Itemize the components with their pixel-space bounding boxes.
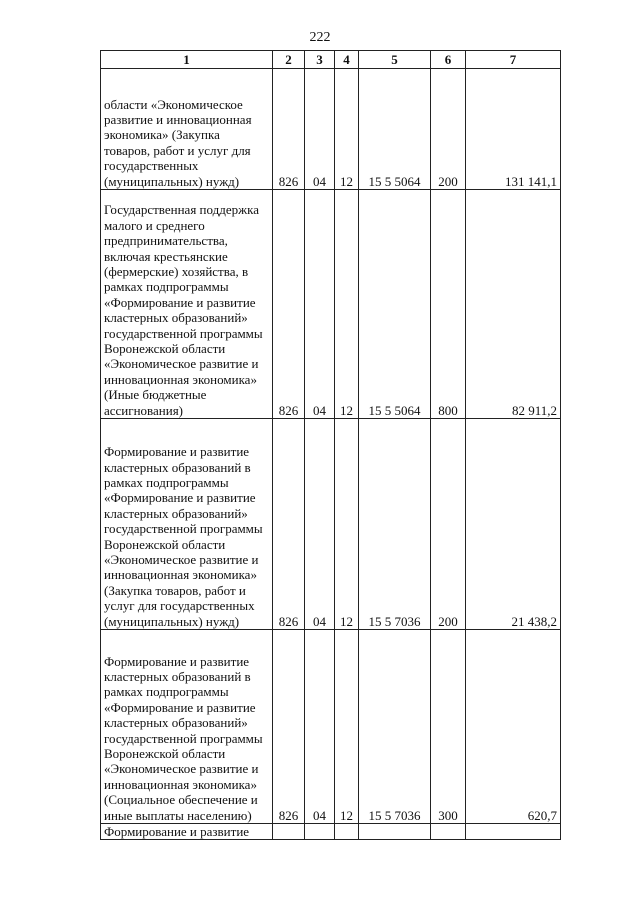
row-grbs-code: 826 (273, 419, 305, 630)
row-description: Формирование и развитие (101, 824, 273, 840)
row-section-code: 04 (305, 630, 335, 824)
table-row (101, 630, 561, 824)
row-grbs-code (273, 824, 305, 840)
row-expense-type: 800 (431, 190, 466, 419)
row-target-article: 15 5 7036 (359, 419, 431, 630)
table-row (101, 190, 561, 419)
row-subsection-code: 12 (335, 190, 359, 419)
table-header-row (101, 51, 561, 69)
row-description: области «Экономическое развитие и инновационная экономика» (Закупка товаров, работ и услуг для государственных (муниципальных) нужд) (101, 69, 273, 190)
row-description: Государственная поддержка малого и среднего предпринимательства, включая крестьянские (фермерские) хозяйства, в рамках подпрограммы «Формирование и развитие кластерных образований» государственной программы Воронежской области «Экономическое развитие и инновационная экономика» (Иные бюджетные ассигнования) (101, 190, 273, 419)
row-expense-type (431, 824, 466, 840)
row-expense-type: 200 (431, 419, 466, 630)
row-amount: 82 911,2 (466, 190, 561, 419)
row-grbs-code: 826 (273, 630, 305, 824)
row-amount: 620,7 (466, 630, 561, 824)
page-number: 222 (309, 30, 331, 45)
row-section-code: 04 (305, 190, 335, 419)
row-target-article: 15 5 5064 (359, 190, 431, 419)
row-expense-type: 300 (431, 630, 466, 824)
row-section-code: 04 (305, 69, 335, 190)
row-target-article: 15 5 7036 (359, 630, 431, 824)
row-amount: 21 438,2 (466, 419, 561, 630)
row-description: Формирование и развитие кластерных образований в рамках подпрограммы «Формирование и развитие кластерных образований» государственной программы Воронежской области «Экономическое развитие и инновационная экономика» (Социальное обеспечение и иные выплаты населению) (101, 630, 273, 824)
row-subsection-code (335, 824, 359, 840)
column-header-6: 6 (431, 51, 466, 69)
column-header-5: 5 (359, 51, 431, 69)
table-row (101, 419, 561, 630)
row-subsection-code: 12 (335, 419, 359, 630)
row-expense-type: 200 (431, 69, 466, 190)
column-header-1: 1 (101, 51, 273, 69)
row-grbs-code: 826 (273, 190, 305, 419)
row-target-article (359, 824, 431, 840)
budget-table (100, 50, 561, 840)
column-header-7: 7 (466, 51, 561, 69)
row-section-code (305, 824, 335, 840)
column-header-2: 2 (273, 51, 305, 69)
table-row (101, 69, 561, 190)
row-subsection-code: 12 (335, 630, 359, 824)
row-amount: 131 141,1 (466, 69, 561, 190)
row-grbs-code: 826 (273, 69, 305, 190)
row-amount (466, 824, 561, 840)
column-header-4: 4 (335, 51, 359, 69)
row-description: Формирование и развитие кластерных образований в рамках подпрограммы «Формирование и развитие кластерных образований» государственной программы Воронежской области «Экономическое развитие и инновационная экономика» (Закупка товаров, работ и услуг для государственных (муниципальных) нужд) (101, 419, 273, 630)
table-row (101, 824, 561, 840)
row-section-code: 04 (305, 419, 335, 630)
column-header-3: 3 (305, 51, 335, 69)
row-subsection-code: 12 (335, 69, 359, 190)
row-target-article: 15 5 5064 (359, 69, 431, 190)
